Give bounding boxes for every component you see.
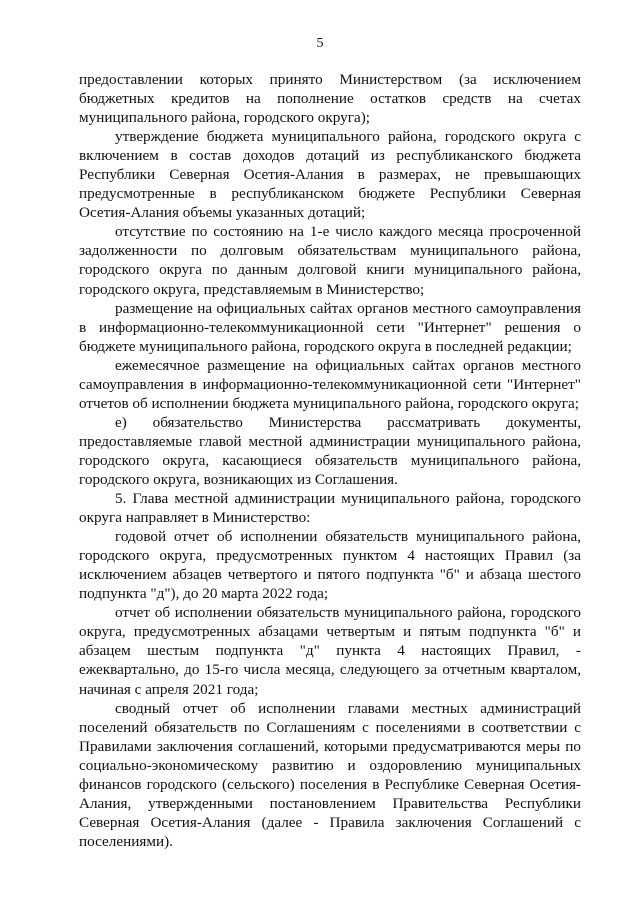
paragraph-annual-report: годовой отчет об исполнении обязательств муниципального района, городского округа, предусмотренных пунктом 4 настоящих Правил (за исключением абзацев четвертого и пятого подпункта "б" и абзаца шестого подпункта "д"), до 20 марта 2022 года;	[79, 528, 581, 603]
page-number: 5	[316, 36, 324, 51]
paragraph-ministry-obligation: е) обязательство Министерства рассматривать документы, предоставляемые главой местной администрации муниципального района, городского округа, касающиеся обязательств муниципального района, городского округа, возникающих из Соглашения.	[79, 413, 581, 488]
paragraph-no-overdue-debt: отсутствие по состоянию на 1-е число каждого месяца просроченной задолженности по долговым обязательствам муниципального района, городского округа по данным долговой книги муниципального района, городского округа, представляемым в Министерство;	[79, 223, 581, 298]
paragraph-budget-approval: утверждение бюджета муниципального района, городского округа с включением в состав доходов дотаций из республиканского бюджета Республики Северная Осетия-Алания в размерах, не превышающих предусмотренные в республиканском бюджете Республики Северная Осетия-Алания объемы указанных дотаций;	[79, 128, 581, 222]
paragraph-budget-credits-exclusion: предоставлении которых принято Министерством (за исключением бюджетных кредитов на пополнение остатков средств на счетах муниципального района, городского округа);	[79, 71, 581, 127]
paragraph-consolidated-report: сводный отчет об исполнении главами местных администраций поселений обязательств по Соглашениям с поселениями в соответствии с Правилами заключения соглашений, которыми предусматриваются меры по социально-экономическому развитию и оздоровлению муниципальных финансов городского (сельского) поселения в Республике Северная Осетия-Алания, утвержденными постановлением Правительства Республики Северная Осетия-Алания (далее - Правила заключения Соглашений с поселениями).	[79, 699, 581, 850]
paragraph-section-5-heading: 5. Глава местной администрации муниципального района, городского округа направляет в Министерство:	[79, 490, 581, 527]
paragraph-monthly-reports-publication: ежемесячное размещение на официальных сайтах органов местного самоуправления в информационно-телекоммуникационной сети "Интернет" отчетов об исполнении бюджета муниципального района, городского округа;	[79, 356, 581, 412]
paragraph-budget-publication: размещение на официальных сайтах органов местного самоуправления в информационно-телекоммуникационной сети "Интернет" решения о бюджете муниципального района, городского округа в последней редакции;	[79, 299, 581, 355]
paragraph-quarterly-report: отчет об исполнении обязательств муниципального района, городского округа, предусмотренных абзацами четвертым и пятым подпункта "б" и абзацем шестым подпункта "д" пункта 4 настоящих Правил, - ежеквартально, до 15-го числа месяца, следующего за отчетным кварталом, начиная с апреля 2021 года;	[79, 604, 581, 698]
document-body	[79, 70, 581, 851]
